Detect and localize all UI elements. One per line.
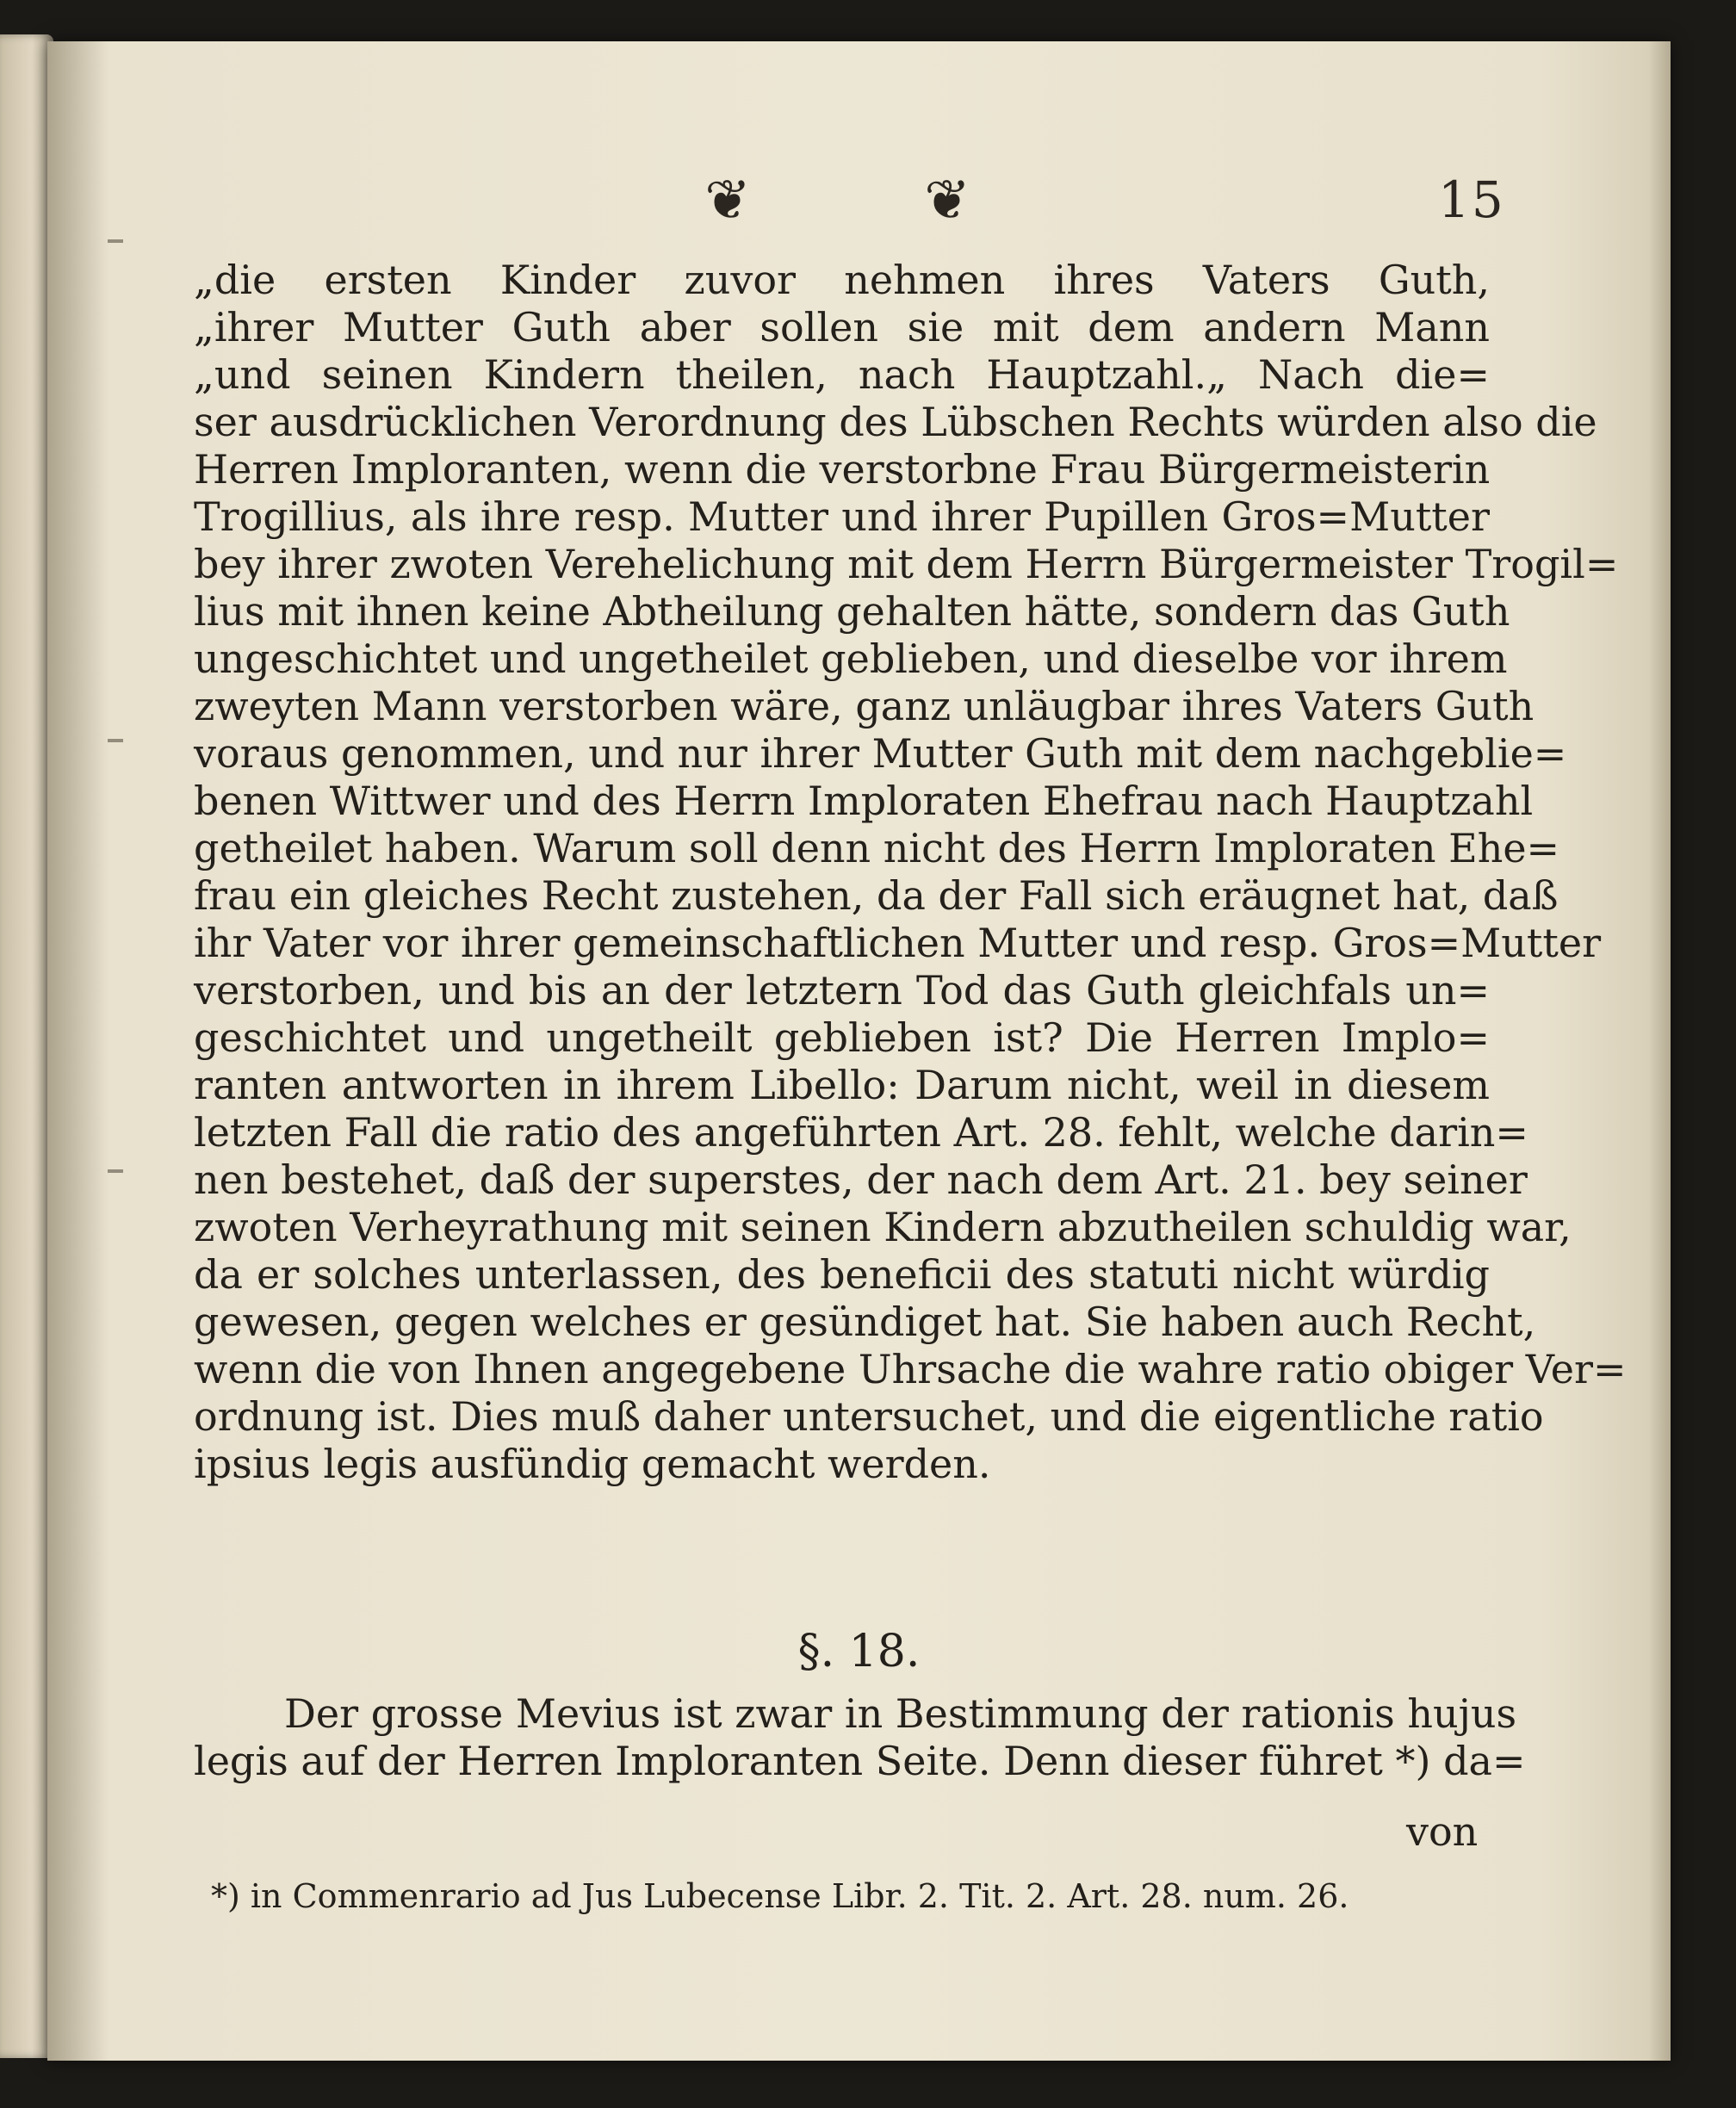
header-ornament-left-icon: ❦ [704, 169, 751, 232]
text-line: nen bestehet, daß der superstes, der nach dem Art. 21. bey seiner [194, 1156, 1528, 1203]
text-line: ser ausdrücklichen Verordnung des Lübschen Rechts würden also die [194, 399, 1597, 445]
previous-page-edge [0, 34, 53, 2058]
text-line: lius mit ihnen keine Abtheilung gehalten hätte, sondern das Guth [194, 588, 1510, 635]
text-line: zwoten Verheyrathung mit seinen Kindern abzutheilen schuldig war, [194, 1204, 1572, 1250]
text-line: verstorben, und bis an der letztern Tod das Guth gleichfals un= [194, 967, 1490, 1014]
text-line: ranten antworten in ihrem Libello: Darum nicht, weil in diesem [194, 1062, 1490, 1108]
text-line: frau ein gleiches Recht zustehen, da der Fall sich eräugnet hat, daß [194, 872, 1559, 919]
text-line: getheilet haben. Warum soll denn nicht des Herrn Imploraten Ehe= [194, 825, 1560, 871]
text-line: bey ihrer zwoten Verehelichung mit dem Herrn Bürgermeister Trogil= [194, 541, 1619, 587]
body-text [194, 257, 1627, 1488]
text-line: geschichtet und ungetheilt geblieben ist? Die Herren Implo= [194, 1014, 1490, 1061]
margin-mark [108, 1169, 123, 1173]
text-line: Herren Imploranten, wenn die verstorbne Frau Bürgermeisterin [194, 446, 1491, 493]
text-line: benen Wittwer und des Herrn Imploraten Ehefrau nach Hauptzahl [194, 778, 1534, 824]
text-line: Trogillius, als ihre resp. Mutter und ihrer Pupillen Gros=Mutter [194, 493, 1490, 540]
text-line: da er solches unterlassen, des beneficii des statuti nicht würdig [194, 1251, 1490, 1298]
section-heading: §. 18. [797, 1626, 921, 1677]
catchword: von [1406, 1808, 1479, 1855]
text-line: „die ersten Kinder zuvor nehmen ihres Vaters Guth, [194, 257, 1490, 303]
text-line: ungeschichtet und ungetheilet geblieben, und dieselbe vor ihrem [194, 636, 1508, 682]
book-page [47, 41, 1671, 2061]
page-number: 15 [1438, 170, 1505, 229]
text-line: wenn die von Ihnen angegebene Uhrsache die wahre ratio obiger Ver= [194, 1346, 1627, 1392]
text-line: Der grosse Mevius ist zwar in Bestimmung der rationis hujus [284, 1690, 1517, 1737]
text-line: „und seinen Kindern theilen, nach Hauptzahl.„ Nach die= [194, 351, 1490, 398]
margin-mark [108, 739, 123, 742]
page-gutter-shadow [47, 41, 108, 2061]
text-line: ihr Vater vor ihrer gemeinschaftlichen Mutter und resp. Gros=Mutter [194, 920, 1602, 966]
text-line: „ihrer Mutter Guth aber sollen sie mit dem andern Mann [194, 304, 1490, 350]
footnote: *) in Commenrario ad Jus Lubecense Libr. 2. Tit. 2. Art. 28. num. 26. [211, 1877, 1349, 1915]
text-line: voraus genommen, und nur ihrer Mutter Guth mit dem nachgeblie= [194, 730, 1567, 777]
text-line: legis auf der Herren Imploranten Seite. Denn dieser führet *) da= [194, 1738, 1526, 1784]
text-line: letzten Fall die ratio des angeführten Art. 28. fehlt, welche darin= [194, 1109, 1528, 1156]
section-text [194, 1690, 1526, 1785]
text-line: ipsius legis ausfündig gemacht werden. [194, 1441, 991, 1487]
page-edge-shadow [1648, 41, 1671, 2061]
margin-mark [108, 239, 123, 243]
header-ornament-right-icon: ❦ [924, 169, 970, 232]
text-line: gewesen, gegen welches er gesündiget hat. Sie haben auch Recht, [194, 1299, 1536, 1345]
text-line: ordnung ist. Dies muß daher untersuchet, und die eigentliche ratio [194, 1393, 1544, 1440]
text-line: zweyten Mann verstorben wäre, ganz unläugbar ihres Vaters Guth [194, 683, 1534, 729]
